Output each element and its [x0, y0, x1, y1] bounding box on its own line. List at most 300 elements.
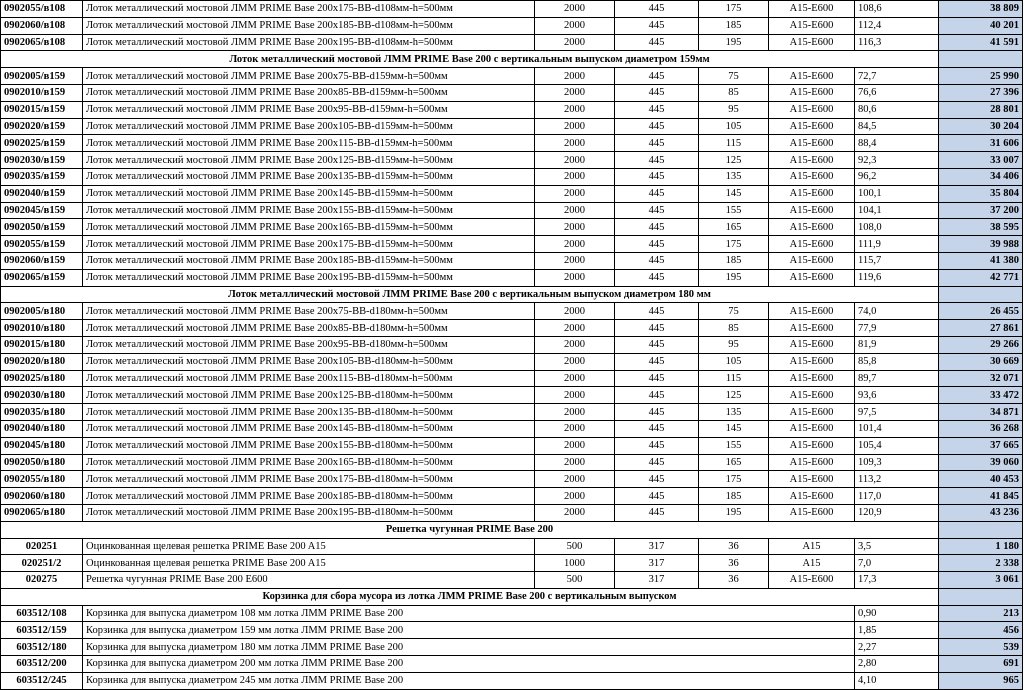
- height-value: 95: [699, 336, 769, 353]
- load-class: A15-E600: [769, 303, 855, 320]
- width-value: 445: [615, 303, 699, 320]
- section-header: [1, 51, 1023, 68]
- table-row: [1, 672, 1023, 689]
- product-code: 0902020/в180: [1, 353, 83, 370]
- width-value: 445: [615, 101, 699, 118]
- width-value: 317: [615, 538, 699, 555]
- product-name: Лоток металлический мостовой ЛММ PRIME Base 200x165-BB-d159мм-h=500мм: [83, 219, 535, 236]
- table-row: [1, 420, 1023, 437]
- width-value: 445: [615, 488, 699, 505]
- product-code: 0902065/в180: [1, 504, 83, 521]
- load-class: A15: [769, 555, 855, 572]
- product-code: 0902060/в108: [1, 17, 83, 34]
- height-value: 115: [699, 370, 769, 387]
- table-row: [1, 303, 1023, 320]
- height-value: 195: [699, 504, 769, 521]
- table-row: [1, 236, 1023, 253]
- length-value: 2000: [535, 236, 615, 253]
- product-code: 0902010/в180: [1, 320, 83, 337]
- product-name: Лоток металлический мостовой ЛММ PRIME Base 200x85-BB-d159мм-h=500мм: [83, 84, 535, 101]
- length-value: 2000: [535, 152, 615, 169]
- weight-value: 88,4: [855, 135, 939, 152]
- product-name: Лоток металлический мостовой ЛММ PRIME Base 200x145-BB-d159мм-h=500мм: [83, 185, 535, 202]
- product-code: 0902020/в159: [1, 118, 83, 135]
- price-value: 43 236: [939, 504, 1023, 521]
- length-value: 2000: [535, 454, 615, 471]
- width-value: 445: [615, 252, 699, 269]
- product-code: 0902055/в180: [1, 471, 83, 488]
- product-code: 0902015/в180: [1, 336, 83, 353]
- product-code: 603512/245: [1, 672, 83, 689]
- length-value: 2000: [535, 437, 615, 454]
- width-value: 445: [615, 353, 699, 370]
- product-code: 020251/2: [1, 555, 83, 572]
- price-value: 28 801: [939, 101, 1023, 118]
- weight-value: 1,85: [855, 622, 939, 639]
- table-row: [1, 269, 1023, 286]
- length-value: 2000: [535, 404, 615, 421]
- height-value: 95: [699, 101, 769, 118]
- product-name: Лоток металлический мостовой ЛММ PRIME Base 200x135-BB-d159мм-h=500мм: [83, 168, 535, 185]
- section-title: Корзинка для сбора мусора из лотка ЛММ PRIME Base 200 с вертикальным выпуском: [1, 588, 939, 605]
- product-code: 0902005/в159: [1, 68, 83, 85]
- table-row: [1, 471, 1023, 488]
- weight-value: 119,6: [855, 269, 939, 286]
- weight-value: 109,3: [855, 454, 939, 471]
- section-title: Лоток металлический мостовой ЛММ PRIME Base 200 с вертикальным выпуском диаметром 159мм: [1, 51, 939, 68]
- section-header: [1, 286, 1023, 303]
- price-value: 1 180: [939, 538, 1023, 555]
- price-value: 34 406: [939, 168, 1023, 185]
- section-price-spacer: [939, 521, 1023, 538]
- width-value: 445: [615, 185, 699, 202]
- price-value: 37 200: [939, 202, 1023, 219]
- height-value: 175: [699, 471, 769, 488]
- weight-value: 17,3: [855, 572, 939, 589]
- price-value: 31 606: [939, 135, 1023, 152]
- product-name: Лоток металлический мостовой ЛММ PRIME Base 200x185-BB-d180мм-h=500мм: [83, 488, 535, 505]
- table-row: [1, 185, 1023, 202]
- table-row: [1, 219, 1023, 236]
- product-name: Лоток металлический мостовой ЛММ PRIME Base 200x95-BB-d159мм-h=500мм: [83, 101, 535, 118]
- height-value: 85: [699, 320, 769, 337]
- weight-value: 101,4: [855, 420, 939, 437]
- section-title: Лоток металлический мостовой ЛММ PRIME Base 200 с вертикальным выпуском диаметром 180 мм: [1, 286, 939, 303]
- product-name: Лоток металлический мостовой ЛММ PRIME Base 200x195-BB-d180мм-h=500мм: [83, 504, 535, 521]
- price-value: 38 595: [939, 219, 1023, 236]
- price-value: 41 845: [939, 488, 1023, 505]
- product-name: Лоток металлический мостовой ЛММ PRIME Base 200x175-BB-d180мм-h=500мм: [83, 471, 535, 488]
- weight-value: 7,0: [855, 555, 939, 572]
- product-code: 020275: [1, 572, 83, 589]
- product-code: 0902040/в180: [1, 420, 83, 437]
- product-name: Лоток металлический мостовой ЛММ PRIME Base 200x125-BB-d180мм-h=500мм: [83, 387, 535, 404]
- product-name: Корзинка для выпуска диаметром 200 мм лотка ЛММ PRIME Base 200: [83, 656, 855, 673]
- weight-value: 74,0: [855, 303, 939, 320]
- price-value: 38 809: [939, 1, 1023, 18]
- load-class: A15-E600: [769, 202, 855, 219]
- load-class: A15: [769, 538, 855, 555]
- height-value: 36: [699, 555, 769, 572]
- table-row: [1, 101, 1023, 118]
- table-row: [1, 320, 1023, 337]
- height-value: 195: [699, 34, 769, 51]
- load-class: A15-E600: [769, 168, 855, 185]
- weight-value: 111,9: [855, 236, 939, 253]
- price-value: 26 455: [939, 303, 1023, 320]
- table-row: [1, 572, 1023, 589]
- load-class: A15-E600: [769, 420, 855, 437]
- product-name: Лоток металлический мостовой ЛММ PRIME Base 200x185-BB-d159мм-h=500мм: [83, 252, 535, 269]
- length-value: 2000: [535, 17, 615, 34]
- price-value: 691: [939, 656, 1023, 673]
- price-value: 41 380: [939, 252, 1023, 269]
- product-name: Оцинкованная щелевая решетка PRIME Base 200 A15: [83, 555, 535, 572]
- product-name: Лоток металлический мостовой ЛММ PRIME Base 200x105-BB-d159мм-h=500мм: [83, 118, 535, 135]
- width-value: 317: [615, 572, 699, 589]
- product-name: Лоток металлический мостовой ЛММ PRIME Base 200x195-BB-d108мм-h=500мм: [83, 34, 535, 51]
- product-code: 0902055/в159: [1, 236, 83, 253]
- product-name: Лоток металлический мостовой ЛММ PRIME Base 200x75-BB-d159мм-h=500мм: [83, 68, 535, 85]
- table-row: [1, 17, 1023, 34]
- width-value: 445: [615, 17, 699, 34]
- load-class: A15-E600: [769, 135, 855, 152]
- weight-value: 120,9: [855, 504, 939, 521]
- width-value: 317: [615, 555, 699, 572]
- product-name: Лоток металлический мостовой ЛММ PRIME Base 200x165-BB-d180мм-h=500мм: [83, 454, 535, 471]
- price-value: 25 990: [939, 68, 1023, 85]
- height-value: 165: [699, 219, 769, 236]
- table-row: [1, 118, 1023, 135]
- product-code: 0902050/в180: [1, 454, 83, 471]
- length-value: 2000: [535, 269, 615, 286]
- height-value: 135: [699, 404, 769, 421]
- height-value: 115: [699, 135, 769, 152]
- load-class: A15-E600: [769, 404, 855, 421]
- product-code: 0902045/в180: [1, 437, 83, 454]
- section-price-spacer: [939, 51, 1023, 68]
- weight-value: 84,5: [855, 118, 939, 135]
- load-class: A15-E600: [769, 17, 855, 34]
- length-value: 2000: [535, 34, 615, 51]
- weight-value: 76,6: [855, 84, 939, 101]
- width-value: 445: [615, 404, 699, 421]
- height-value: 85: [699, 84, 769, 101]
- length-value: 2000: [535, 185, 615, 202]
- table-row: [1, 370, 1023, 387]
- price-value: 39 060: [939, 454, 1023, 471]
- product-name: Лоток металлический мостовой ЛММ PRIME Base 200x75-BB-d180мм-h=500мм: [83, 303, 535, 320]
- product-code: 603512/200: [1, 656, 83, 673]
- product-name: Лоток металлический мостовой ЛММ PRIME Base 200x115-BB-d180мм-h=500мм: [83, 370, 535, 387]
- table-row: [1, 68, 1023, 85]
- product-code: 0902035/в180: [1, 404, 83, 421]
- weight-value: 93,6: [855, 387, 939, 404]
- price-value: 27 396: [939, 84, 1023, 101]
- table-row: [1, 34, 1023, 51]
- table-row: [1, 639, 1023, 656]
- width-value: 445: [615, 387, 699, 404]
- weight-value: 97,5: [855, 404, 939, 421]
- product-name: Оцинкованная щелевая решетка PRIME Base 200 A15: [83, 538, 535, 555]
- price-value: 30 204: [939, 118, 1023, 135]
- load-class: A15-E600: [769, 488, 855, 505]
- height-value: 145: [699, 420, 769, 437]
- width-value: 445: [615, 68, 699, 85]
- width-value: 445: [615, 236, 699, 253]
- height-value: 185: [699, 17, 769, 34]
- weight-value: 112,4: [855, 17, 939, 34]
- weight-value: 104,1: [855, 202, 939, 219]
- load-class: A15-E600: [769, 68, 855, 85]
- load-class: A15-E600: [769, 219, 855, 236]
- table-row: [1, 404, 1023, 421]
- width-value: 445: [615, 504, 699, 521]
- product-name: Решетка чугунная PRIME Base 200 E600: [83, 572, 535, 589]
- product-code: 0902040/в159: [1, 185, 83, 202]
- weight-value: 3,5: [855, 538, 939, 555]
- price-value: 37 665: [939, 437, 1023, 454]
- weight-value: 77,9: [855, 320, 939, 337]
- length-value: 2000: [535, 353, 615, 370]
- price-value: 33 007: [939, 152, 1023, 169]
- height-value: 185: [699, 488, 769, 505]
- section-header: [1, 588, 1023, 605]
- product-code: 0902025/в180: [1, 370, 83, 387]
- product-name: Корзинка для выпуска диаметром 108 мм лотка ЛММ PRIME Base 200: [83, 605, 855, 622]
- product-code: 0902055/в108: [1, 1, 83, 18]
- load-class: A15-E600: [769, 101, 855, 118]
- load-class: A15-E600: [769, 34, 855, 51]
- product-code: 0902010/в159: [1, 84, 83, 101]
- product-code: 603512/159: [1, 622, 83, 639]
- length-value: 2000: [535, 320, 615, 337]
- product-name: Лоток металлический мостовой ЛММ PRIME Base 200x185-BB-d108мм-h=500мм: [83, 17, 535, 34]
- height-value: 36: [699, 538, 769, 555]
- load-class: A15-E600: [769, 471, 855, 488]
- table-row: [1, 387, 1023, 404]
- table-row: [1, 353, 1023, 370]
- section-title: Решетка чугунная PRIME Base 200: [1, 521, 939, 538]
- price-value: 41 591: [939, 34, 1023, 51]
- load-class: A15-E600: [769, 320, 855, 337]
- load-class: A15-E600: [769, 185, 855, 202]
- height-value: 75: [699, 303, 769, 320]
- load-class: A15-E600: [769, 252, 855, 269]
- product-code: 0902035/в159: [1, 168, 83, 185]
- height-value: 135: [699, 168, 769, 185]
- weight-value: 92,3: [855, 152, 939, 169]
- weight-value: 116,3: [855, 34, 939, 51]
- length-value: 2000: [535, 336, 615, 353]
- width-value: 445: [615, 219, 699, 236]
- length-value: 2000: [535, 488, 615, 505]
- product-code: 0902030/в159: [1, 152, 83, 169]
- table-row: [1, 1, 1023, 18]
- table-row: [1, 504, 1023, 521]
- product-code: 0902015/в159: [1, 101, 83, 118]
- table-row: [1, 656, 1023, 673]
- table-row: [1, 84, 1023, 101]
- table-row: [1, 135, 1023, 152]
- height-value: 105: [699, 353, 769, 370]
- table-row: [1, 622, 1023, 639]
- table-row: [1, 454, 1023, 471]
- price-value: 29 266: [939, 336, 1023, 353]
- height-value: 165: [699, 454, 769, 471]
- product-name: Лоток металлический мостовой ЛММ PRIME Base 200x95-BB-d180мм-h=500мм: [83, 336, 535, 353]
- length-value: 2000: [535, 471, 615, 488]
- product-name: Корзинка для выпуска диаметром 245 мм лотка ЛММ PRIME Base 200: [83, 672, 855, 689]
- load-class: A15-E600: [769, 370, 855, 387]
- height-value: 125: [699, 387, 769, 404]
- product-name: Лоток металлический мостовой ЛММ PRIME Base 200x155-BB-d159мм-h=500мм: [83, 202, 535, 219]
- length-value: 2000: [535, 370, 615, 387]
- weight-value: 72,7: [855, 68, 939, 85]
- weight-value: 0,90: [855, 605, 939, 622]
- price-value: 34 871: [939, 404, 1023, 421]
- product-name: Лоток металлический мостовой ЛММ PRIME Base 200x85-BB-d180мм-h=500мм: [83, 320, 535, 337]
- width-value: 445: [615, 320, 699, 337]
- height-value: 105: [699, 118, 769, 135]
- load-class: A15-E600: [769, 572, 855, 589]
- length-value: 2000: [535, 202, 615, 219]
- width-value: 445: [615, 420, 699, 437]
- weight-value: 80,6: [855, 101, 939, 118]
- price-value: 30 669: [939, 353, 1023, 370]
- product-code: 0902030/в180: [1, 387, 83, 404]
- weight-value: 113,2: [855, 471, 939, 488]
- load-class: A15-E600: [769, 336, 855, 353]
- product-code: 0902065/в159: [1, 269, 83, 286]
- table-row: [1, 202, 1023, 219]
- load-class: A15-E600: [769, 1, 855, 18]
- table-row: [1, 538, 1023, 555]
- price-value: 39 988: [939, 236, 1023, 253]
- product-code: 0902060/в159: [1, 252, 83, 269]
- product-code: 603512/180: [1, 639, 83, 656]
- product-name: Лоток металлический мостовой ЛММ PRIME Base 200x145-BB-d180мм-h=500мм: [83, 420, 535, 437]
- width-value: 445: [615, 269, 699, 286]
- height-value: 125: [699, 152, 769, 169]
- length-value: 2000: [535, 101, 615, 118]
- product-code: 0902065/в108: [1, 34, 83, 51]
- price-value: 40 453: [939, 471, 1023, 488]
- product-name: Корзинка для выпуска диаметром 159 мм лотка ЛММ PRIME Base 200: [83, 622, 855, 639]
- width-value: 445: [615, 168, 699, 185]
- load-class: A15-E600: [769, 236, 855, 253]
- weight-value: 108,0: [855, 219, 939, 236]
- price-value: 35 804: [939, 185, 1023, 202]
- product-name: Лоток металлический мостовой ЛММ PRIME Base 200x175-BB-d159мм-h=500мм: [83, 236, 535, 253]
- weight-value: 117,0: [855, 488, 939, 505]
- length-value: 2000: [535, 68, 615, 85]
- product-code: 0902005/в180: [1, 303, 83, 320]
- table-row: [1, 605, 1023, 622]
- load-class: A15-E600: [769, 269, 855, 286]
- table-row: [1, 488, 1023, 505]
- length-value: 2000: [535, 303, 615, 320]
- product-name: Лоток металлический мостовой ЛММ PRIME Base 200x125-BB-d159мм-h=500мм: [83, 152, 535, 169]
- weight-value: 108,6: [855, 1, 939, 18]
- table-row: [1, 252, 1023, 269]
- length-value: 2000: [535, 387, 615, 404]
- weight-value: 115,7: [855, 252, 939, 269]
- price-value: 213: [939, 605, 1023, 622]
- section-price-spacer: [939, 588, 1023, 605]
- length-value: 2000: [535, 252, 615, 269]
- length-value: 2000: [535, 168, 615, 185]
- load-class: A15-E600: [769, 387, 855, 404]
- product-name: Лоток металлический мостовой ЛММ PRIME Base 200x115-BB-d159мм-h=500мм: [83, 135, 535, 152]
- width-value: 445: [615, 454, 699, 471]
- weight-value: 4,10: [855, 672, 939, 689]
- product-name: Корзинка для выпуска диаметром 180 мм лотка ЛММ PRIME Base 200: [83, 639, 855, 656]
- width-value: 445: [615, 152, 699, 169]
- length-value: 500: [535, 572, 615, 589]
- height-value: 195: [699, 269, 769, 286]
- weight-value: 100,1: [855, 185, 939, 202]
- section-header: [1, 521, 1023, 538]
- height-value: 185: [699, 252, 769, 269]
- load-class: A15-E600: [769, 152, 855, 169]
- length-value: 2000: [535, 84, 615, 101]
- width-value: 445: [615, 336, 699, 353]
- section-price-spacer: [939, 286, 1023, 303]
- weight-value: 2,80: [855, 656, 939, 673]
- load-class: A15-E600: [769, 437, 855, 454]
- price-value: 33 472: [939, 387, 1023, 404]
- height-value: 36: [699, 572, 769, 589]
- product-name: Лоток металлический мостовой ЛММ PRIME Base 200x175-BB-d108мм-h=500мм: [83, 1, 535, 18]
- width-value: 445: [615, 370, 699, 387]
- product-name: Лоток металлический мостовой ЛММ PRIME Base 200x195-BB-d159мм-h=500мм: [83, 269, 535, 286]
- length-value: 2000: [535, 1, 615, 18]
- load-class: A15-E600: [769, 84, 855, 101]
- weight-value: 96,2: [855, 168, 939, 185]
- width-value: 445: [615, 84, 699, 101]
- product-code: 0902025/в159: [1, 135, 83, 152]
- product-code: 020251: [1, 538, 83, 555]
- load-class: A15-E600: [769, 353, 855, 370]
- width-value: 445: [615, 437, 699, 454]
- length-value: 1000: [535, 555, 615, 572]
- width-value: 445: [615, 34, 699, 51]
- width-value: 445: [615, 202, 699, 219]
- height-value: 175: [699, 236, 769, 253]
- load-class: A15-E600: [769, 118, 855, 135]
- width-value: 445: [615, 1, 699, 18]
- height-value: 145: [699, 185, 769, 202]
- width-value: 445: [615, 135, 699, 152]
- product-name: Лоток металлический мостовой ЛММ PRIME Base 200x135-BB-d180мм-h=500мм: [83, 404, 535, 421]
- product-code: 0902050/в159: [1, 219, 83, 236]
- price-value: 36 268: [939, 420, 1023, 437]
- table-row: [1, 336, 1023, 353]
- length-value: 2000: [535, 420, 615, 437]
- height-value: 75: [699, 68, 769, 85]
- table-row: [1, 168, 1023, 185]
- price-value: 27 861: [939, 320, 1023, 337]
- height-value: 175: [699, 1, 769, 18]
- product-name: Лоток металлический мостовой ЛММ PRIME Base 200x155-BB-d180мм-h=500мм: [83, 437, 535, 454]
- price-value: 3 061: [939, 572, 1023, 589]
- load-class: A15-E600: [769, 454, 855, 471]
- width-value: 445: [615, 471, 699, 488]
- weight-value: 85,8: [855, 353, 939, 370]
- table-row: [1, 152, 1023, 169]
- price-value: 965: [939, 672, 1023, 689]
